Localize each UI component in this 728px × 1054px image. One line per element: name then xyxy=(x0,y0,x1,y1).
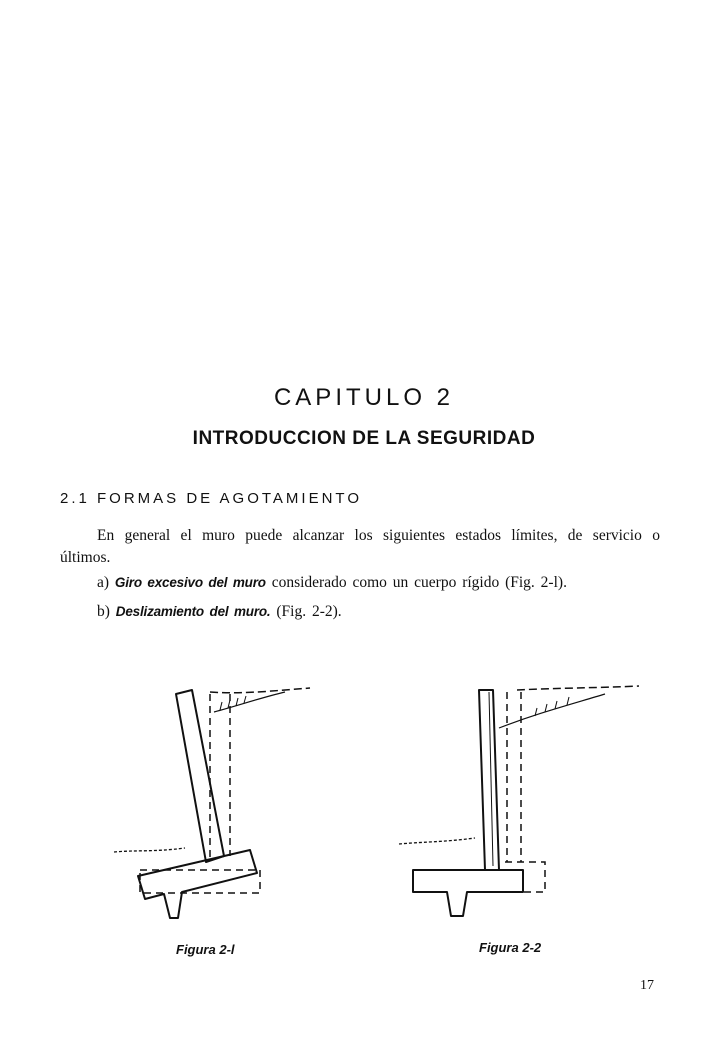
list-item-b xyxy=(97,603,342,621)
failure-wedge xyxy=(499,694,605,728)
original-footing-outline xyxy=(140,870,260,893)
figure-overturning-wall xyxy=(110,680,320,920)
front-ground xyxy=(399,838,475,844)
figure-caption-2: Figura 2-2 xyxy=(479,940,542,955)
backfill-surface xyxy=(517,686,639,690)
list-item-a xyxy=(97,574,567,592)
chapter-heading: CAPITULO 2 xyxy=(273,384,455,411)
item-label: Giro excesivo del muro xyxy=(114,575,266,590)
wall-footing xyxy=(138,850,257,918)
chapter-title: INTRODUCCION DE LA SEGURIDAD xyxy=(192,428,536,449)
item-label: Deslizamiento del muro. xyxy=(115,604,271,619)
failure-wedge xyxy=(214,692,285,712)
wall-stem xyxy=(479,690,499,870)
item-text: considerado como un cuerpo rígido (Fig. 2-l). xyxy=(271,574,567,591)
displaced-footing-outline xyxy=(505,862,545,892)
item-marker: b) xyxy=(97,603,110,620)
backfill-surface xyxy=(210,688,310,693)
figure-sliding-wall xyxy=(395,680,645,920)
wall-footing xyxy=(413,870,523,916)
front-ground xyxy=(114,848,185,852)
figure-caption-1: Figura 2-l xyxy=(176,942,235,957)
item-marker: a) xyxy=(97,574,110,591)
intro-paragraph: En general el muro puede alcanzar los siguientes estados límites, de servicio o últimos. xyxy=(60,527,660,566)
page-number: 17 xyxy=(640,978,654,993)
section-heading: 2.1 FORMAS DE AGOTAMIENTO xyxy=(60,490,362,507)
item-text: (Fig. 2-2). xyxy=(276,603,342,620)
wall-stem xyxy=(176,690,224,862)
